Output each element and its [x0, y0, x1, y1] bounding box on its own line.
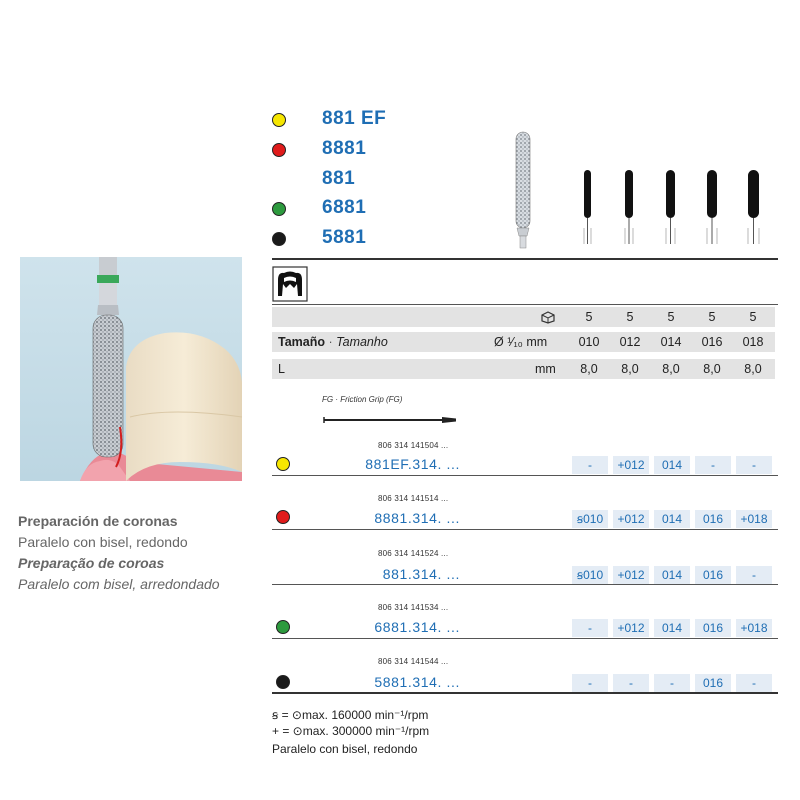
size-unit: Ø ¹⁄₁₀ mm — [494, 335, 548, 349]
length-value: 8,0 — [580, 362, 598, 376]
product-row — [272, 196, 367, 222]
order-cell: 016 — [695, 510, 731, 528]
footnote-shape: Paralelo con bisel, redondo — [272, 742, 418, 756]
order-cell: +012 — [613, 619, 649, 637]
product-row — [272, 137, 367, 163]
silhouette-014 — [666, 170, 675, 244]
pack-value: 5 — [585, 310, 593, 324]
order-number: 806 314 141544 ... — [378, 657, 449, 666]
order-cell: 016 — [695, 619, 731, 637]
silhouette-018 — [748, 170, 759, 244]
order-cell: +018 — [736, 510, 772, 528]
shank-label: FG · Friction Grip (FG) — [322, 395, 403, 404]
pack-value: 5 — [708, 310, 716, 324]
order-number: 806 314 141514 ... — [378, 494, 449, 503]
order-cell: - — [613, 674, 649, 692]
order-code: 6881.314. ... — [374, 619, 460, 635]
size-value: 010 — [578, 335, 600, 349]
pack-value: 5 — [667, 310, 675, 324]
product-code: 8881 — [322, 138, 367, 159]
size-value: 014 — [660, 335, 682, 349]
order-cell: - — [654, 674, 690, 692]
footnote-speed-1: ꞩ = ⊙max. 160000 min⁻¹/rpm — [272, 708, 429, 722]
length-value: 8,0 — [662, 362, 680, 376]
order-cell: ꞩ010 — [572, 510, 608, 528]
order-number: 806 314 141534 ... — [378, 603, 449, 612]
order-number: 806 314 141504 ... — [378, 441, 449, 450]
product-code: 6881 — [322, 197, 367, 218]
package-icon — [540, 310, 556, 324]
order-cell: 014 — [654, 456, 690, 474]
divider — [272, 304, 778, 305]
order-cell: +012 — [613, 510, 649, 528]
order-code: 881.314. ... — [382, 566, 460, 582]
silhouette-010 — [584, 170, 591, 244]
fg-shank-icon — [322, 412, 462, 428]
order-cell: 014 — [654, 566, 690, 584]
row-divider — [272, 584, 778, 585]
yellow-ring-icon — [276, 457, 290, 471]
row-divider — [272, 638, 778, 639]
order-cell: ꞩ010 — [572, 566, 608, 584]
crown-preparation-illustration — [20, 257, 242, 481]
product-code: 881 — [322, 168, 356, 189]
yellow-ring-icon — [272, 113, 286, 127]
description-es-sub: Paralelo con bisel, redondo — [18, 534, 188, 550]
size-row: Tamaño · Tamanho Ø ¹⁄₁₀ mm 010 012 014 016 018 — [272, 332, 775, 352]
bur-illustration — [508, 130, 542, 250]
order-cell: - — [736, 674, 772, 692]
product-code: 881 EF — [322, 108, 387, 129]
order-cell: 014 — [654, 510, 690, 528]
pack-row — [272, 307, 775, 327]
row-divider — [272, 692, 778, 694]
length-unit: mm — [535, 362, 556, 376]
product-row — [272, 226, 367, 252]
pack-value: 5 — [626, 310, 634, 324]
size-label: Tamaño — [278, 335, 325, 349]
order-cell: - — [572, 619, 608, 637]
length-value: 8,0 — [703, 362, 721, 376]
order-cell: - — [695, 456, 731, 474]
order-code: 5881.314. ... — [374, 674, 460, 690]
size-value: 018 — [742, 335, 764, 349]
product-row — [272, 107, 387, 133]
order-cell: +018 — [736, 619, 772, 637]
divider — [272, 258, 778, 260]
product-code: 5881 — [322, 227, 367, 248]
size-value: 016 — [701, 335, 723, 349]
silhouette-012 — [625, 170, 633, 244]
black-ring-icon — [272, 232, 286, 246]
crown-preparation-icon — [272, 266, 308, 302]
order-number: 806 314 141524 ... — [378, 549, 449, 558]
length-label: L — [278, 362, 285, 376]
row-divider — [272, 475, 778, 476]
row-divider — [272, 529, 778, 530]
pack-value: 5 — [749, 310, 757, 324]
red-ring-icon — [276, 510, 290, 524]
description-pt-sub: Paralelo com bisel, arredondado — [18, 576, 220, 592]
black-ring-icon — [276, 675, 290, 689]
length-row — [272, 359, 775, 379]
order-cell: - — [736, 456, 772, 474]
order-code: 8881.314. ... — [374, 510, 460, 526]
order-cell: 016 — [695, 674, 731, 692]
silhouette-016 — [707, 170, 717, 244]
order-cell: - — [572, 456, 608, 474]
order-cell: - — [572, 674, 608, 692]
size-silhouettes — [572, 168, 772, 248]
order-cell: +012 — [613, 566, 649, 584]
order-cell: - — [736, 566, 772, 584]
order-cell: 016 — [695, 566, 731, 584]
size-value: 012 — [619, 335, 641, 349]
footnote-speed-2: + = ⊙max. 300000 min⁻¹/rpm — [272, 724, 430, 738]
order-cell: 014 — [654, 619, 690, 637]
order-code: 881EF.314. ... — [365, 456, 460, 472]
size-label-pt: Tamanho — [336, 335, 388, 349]
description-pt-title: Preparação de coroas — [18, 555, 165, 571]
red-ring-icon — [272, 143, 286, 157]
green-ring-icon — [272, 202, 286, 216]
length-value: 8,0 — [621, 362, 639, 376]
length-value: 8,0 — [744, 362, 762, 376]
green-ring-icon — [276, 620, 290, 634]
description-es-title: Preparación de coronas — [18, 513, 178, 529]
order-cell: +012 — [613, 456, 649, 474]
